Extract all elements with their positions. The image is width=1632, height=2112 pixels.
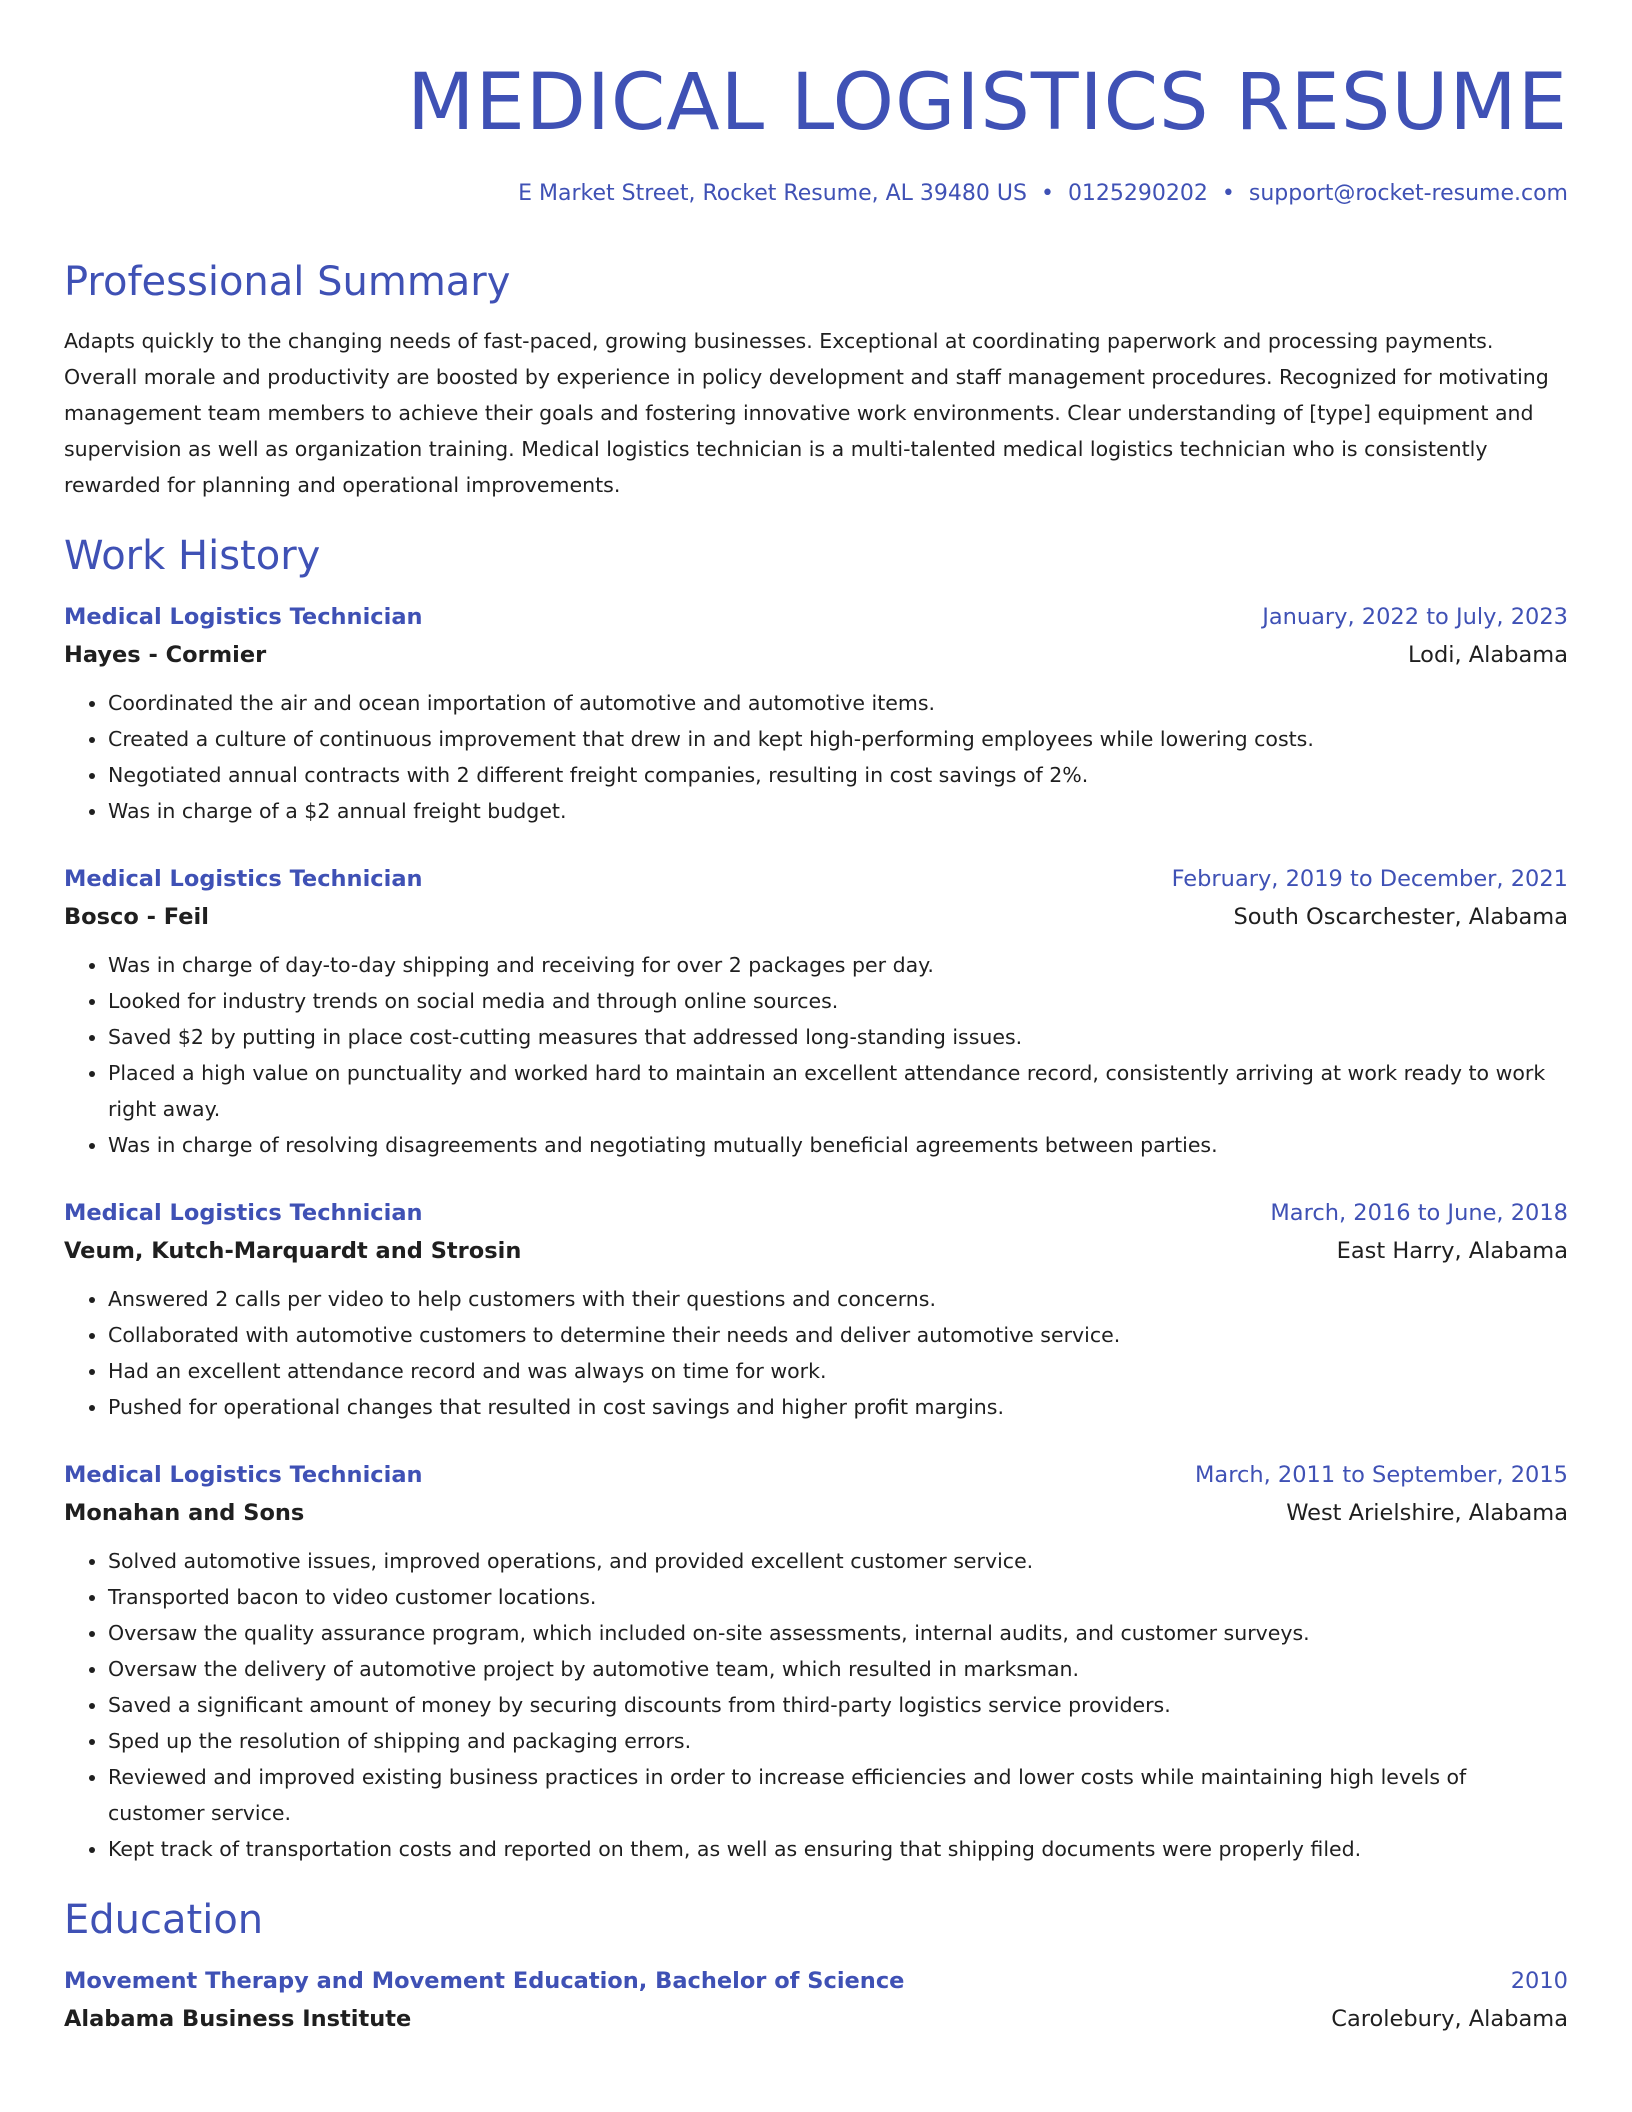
education-school: Alabama Business Institute [64,2006,412,2032]
list-item: • Negotiated annual contracts with 2 different freight companies, resulting in cost savings of 2%. [108,757,1568,793]
education-degree: Movement Therapy and Movement Education, Bachelor of Science [64,1968,905,1994]
job-role: Medical Logistics Technician [64,866,423,892]
education-location: Carolebury, Alabama [1331,2006,1568,2032]
list-item: • Kept track of transportation costs and reported on them, as well as ensuring that shipping documents were properly filed. [108,1831,1568,1867]
job-entry [64,861,1568,1163]
resume-header [64,0,1568,209]
list-item: • Had an excellent attendance record and was always on time for work. [108,1353,1568,1389]
job-company: Veum, Kutch-Marquardt and Strosin [64,1238,522,1264]
list-item: • Oversaw the quality assurance program, which included on-site assessments, internal audits, and customer surveys. [108,1615,1568,1651]
job-bullets [64,947,1568,1163]
education-heading: Education [64,1897,264,1943]
list-item: • Looked for industry trends on social media and through online sources. [108,983,1568,1019]
list-item: • Was in charge of day-to-day shipping and receiving for over 2 packages per day. [108,947,1568,983]
list-item: • Collaborated with automotive customers to determine their needs and deliver automotive service. [108,1317,1568,1353]
list-item: • Oversaw the delivery of automotive project by automotive team, which resulted in marksman. [108,1651,1568,1687]
work-history-heading: Work History [64,533,321,579]
contact-phone: 0125290202 [1067,181,1208,206]
summary-heading: Professional Summary [64,259,511,305]
job-dates: January, 2022 to July, 2023 [1262,604,1568,630]
list-item: • Pushed for operational changes that resulted in cost savings and higher profit margins. [108,1389,1568,1425]
list-item: • Sped up the resolution of shipping and packaging errors. [108,1723,1568,1759]
contact-separator: • [1221,181,1235,206]
list-item: • Saved a significant amount of money by securing discounts from third-party logistics service providers. [108,1687,1568,1723]
education-section [64,1895,1568,2039]
job-bullets [64,1281,1568,1425]
work-history-section [64,531,1568,1867]
job-dates: March, 2011 to September, 2015 [1195,1462,1568,1488]
list-item: • Created a culture of continuous improvement that drew in and kept high-performing employees while lowering costs. [108,721,1568,757]
education-entry [64,1963,1568,2039]
list-item: • Answered 2 calls per video to help customers with their questions and concerns. [108,1281,1568,1317]
contact-separator: • [1040,181,1054,206]
job-bullets [64,685,1568,829]
job-entry [64,1195,1568,1425]
job-role: Medical Logistics Technician [64,604,423,630]
contact-email[interactable]: support@rocket-resume.com [1248,181,1568,206]
job-dates: March, 2016 to June, 2018 [1270,1200,1568,1226]
job-entry [64,599,1568,829]
job-location: East Harry, Alabama [1336,1238,1568,1264]
job-location: West Arielshire, Alabama [1286,1500,1568,1526]
summary-section [64,257,1568,503]
education-year: 2010 [1510,1968,1568,1994]
job-role: Medical Logistics Technician [64,1462,423,1488]
contact-line [64,179,1568,209]
list-item: • Solved automotive issues, improved operations, and provided excellent customer service. [108,1543,1568,1579]
job-entry [64,1457,1568,1867]
list-item: • Saved $2 by putting in place cost-cutting measures that addressed long-standing issues. [108,1019,1568,1055]
list-item: • Transported bacon to video customer locations. [108,1579,1568,1615]
job-company: Hayes - Cormier [64,642,267,668]
summary-text: Adapts quickly to the changing needs of fast-paced, growing businesses. Exceptional at coordinating paperwork and processing payments. Overall morale and productivity are boosted by experience in policy development and staff management procedures. Recognized for motivating management team members to achieve their goals and fostering innovative work environments. Clear understanding of [type] equipment and supervision as well as organization training. Medical logistics technician is a multi-talented medical logistics technician who is consistently rewarded for planning and operational improvements. [64,329,1549,497]
list-item: • Placed a high value on punctuality and worked hard to maintain an excellent attendance record, consistently arriving at work ready to work right away. [108,1055,1568,1127]
job-company: Monahan and Sons [64,1500,305,1526]
list-item: • Reviewed and improved existing business practices in order to increase efficiencies and lower costs while maintaining high levels of customer service. [108,1759,1568,1831]
contact-address: E Market Street, Rocket Resume, AL 39480 US [518,181,1027,206]
job-location: Lodi, Alabama [1408,642,1568,668]
job-dates: February, 2019 to December, 2021 [1171,866,1568,892]
list-item: • Was in charge of resolving disagreements and negotiating mutually beneficial agreements between parties. [108,1127,1568,1163]
resume-title: MEDICAL LOGISTICS RESUME [407,58,1568,148]
job-role: Medical Logistics Technician [64,1200,423,1226]
list-item: • Coordinated the air and ocean importation of automotive and automotive items. [108,685,1568,721]
job-location: South Oscarchester, Alabama [1233,904,1568,930]
list-item: • Was in charge of a $2 annual freight budget. [108,793,1568,829]
job-company: Bosco - Feil [64,904,209,930]
job-bullets [64,1543,1568,1867]
